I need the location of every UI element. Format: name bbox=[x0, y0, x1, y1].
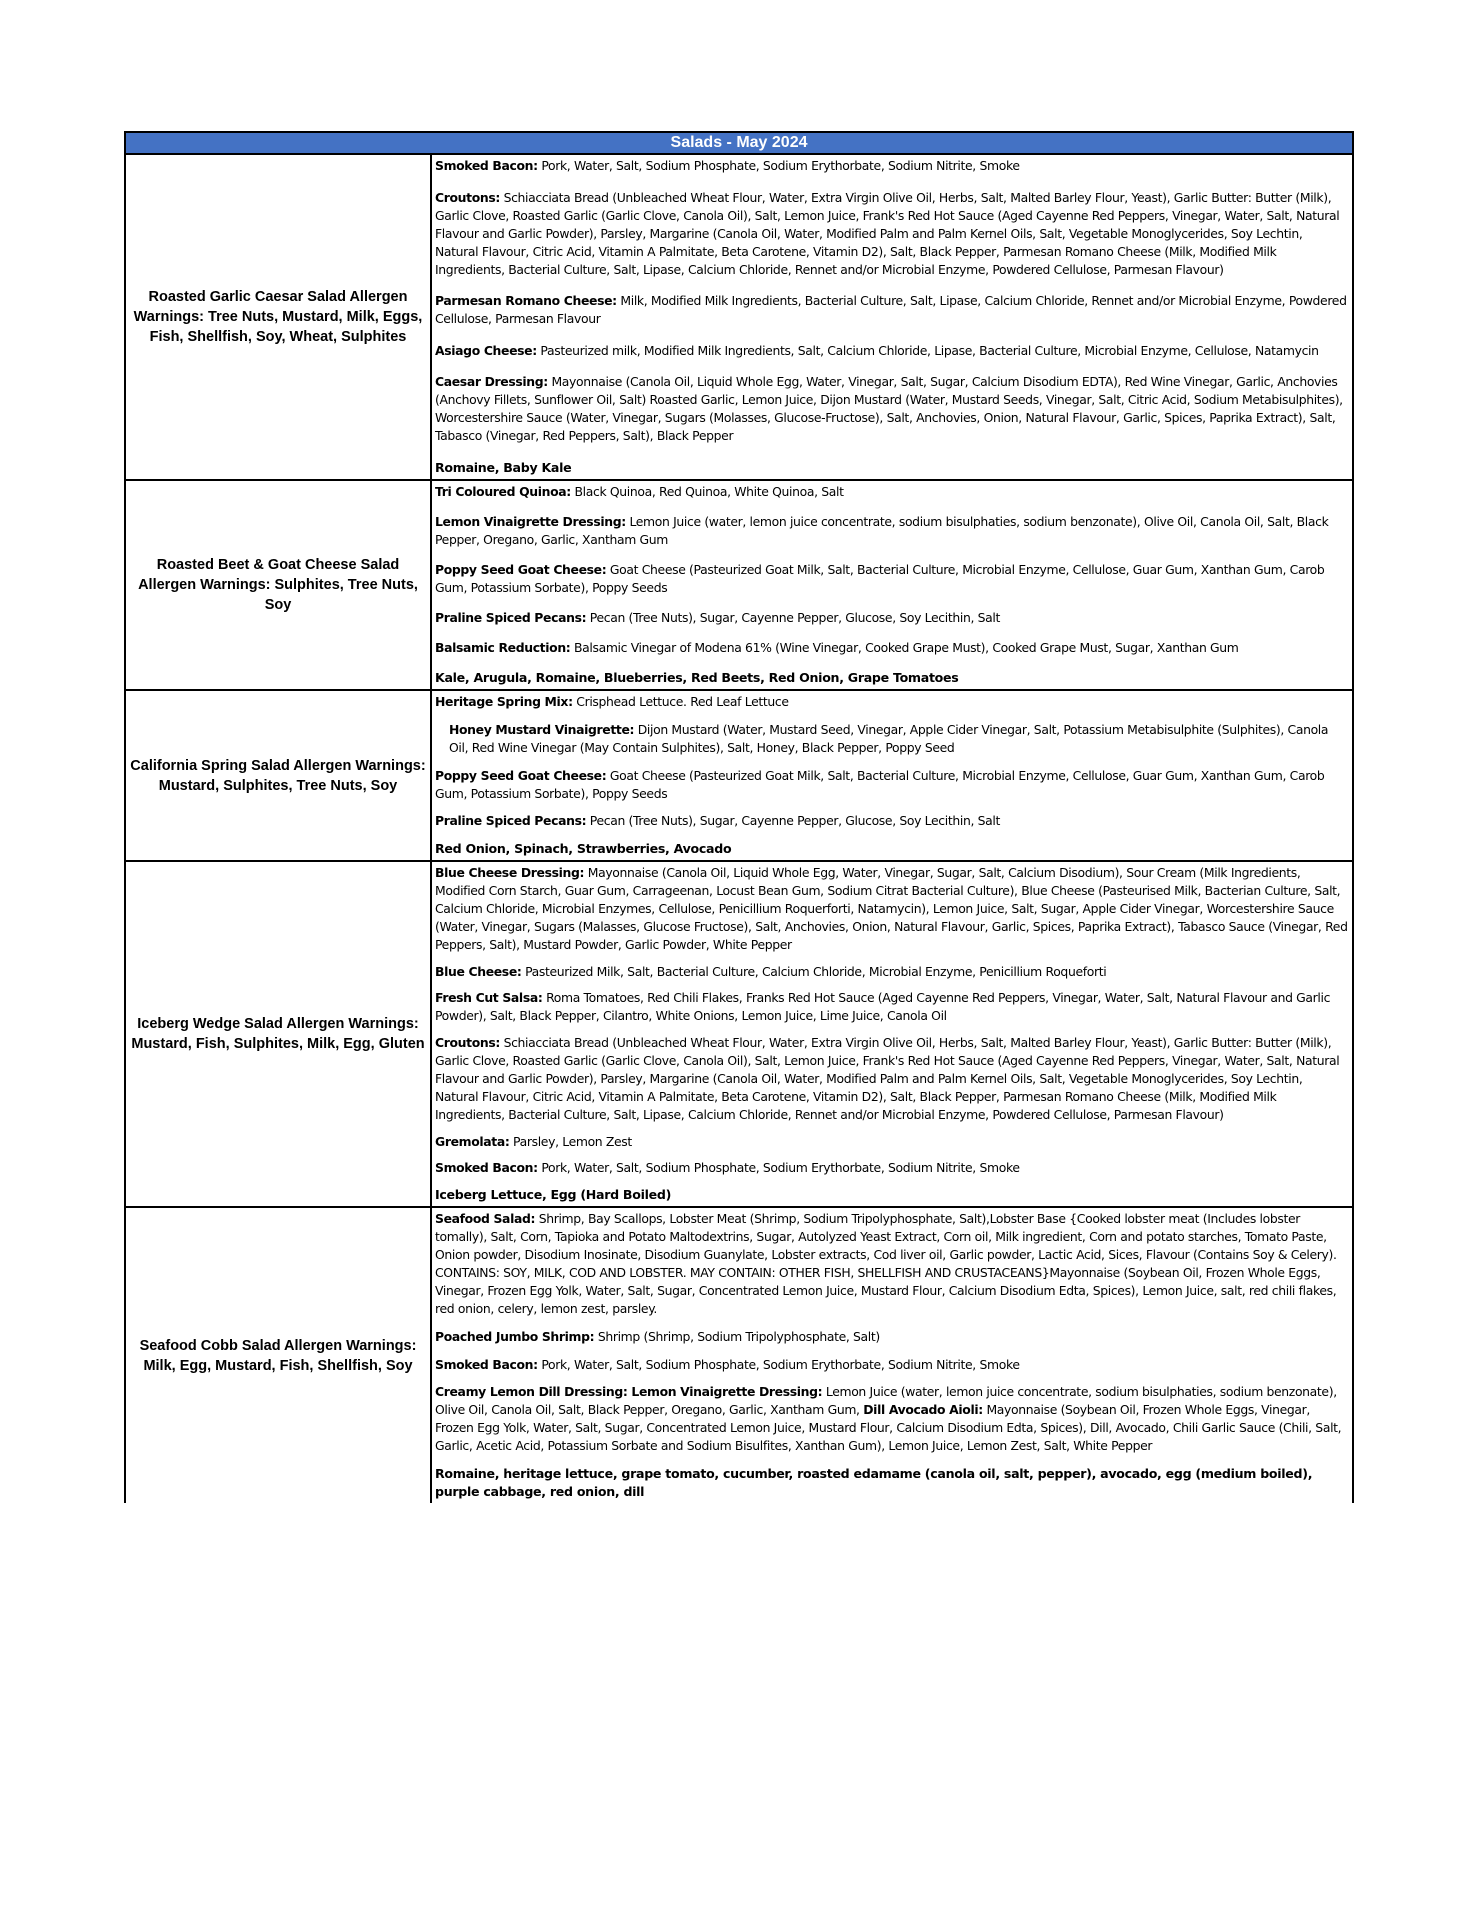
salad-base: Red Onion, Spinach, Strawberries, Avocado bbox=[435, 841, 732, 856]
salad-base: Kale, Arugula, Romaine, Blueberries, Red Beets, Red Onion, Grape Tomatoes bbox=[435, 670, 959, 685]
ingredient bbox=[435, 483, 1349, 501]
salad-row-california bbox=[126, 691, 1352, 862]
ingredient-label: Honey Mustard Vinaigrette: bbox=[449, 721, 635, 737]
salad-name-cell bbox=[126, 481, 432, 689]
ingredient-text: Mayonnaise (Soybean Oil, Frozen Whole Eggs, Vinegar, Frozen Egg Yolk, Water, Salt, Sugar, Concentrated Lemon Juice, Mustard Flour, Calcium Disodium Edta, Spices), Dill, Avocado, Chili Garlic Sauce (Chili, Salt, Garlic, Acetic Acid, Potassium Sorbate and Sodium Bisulfites, Xanthan Gum), Lemon Juice, Lemon Zest, Salt, White Pepper bbox=[435, 1402, 1342, 1454]
ingredient bbox=[435, 864, 1349, 954]
ingredient-text: Crisphead Lettuce. Red Leaf Lettuce bbox=[572, 694, 789, 709]
ingredient-label: Croutons: bbox=[435, 1034, 500, 1050]
ingredient-label: Blue Cheese Dressing: bbox=[435, 865, 585, 880]
ingredient-text: Pork, Water, Salt, Sodium Phosphate, Sodium Erythorbate, Sodium Nitrite, Smoke bbox=[537, 1356, 1020, 1372]
allergen-table bbox=[124, 131, 1354, 1503]
ingredient bbox=[435, 989, 1349, 1025]
salad-name: Seafood Cobb Salad Allergen Warnings: Milk, Egg, Mustard, Fish, Shellfish, Soy bbox=[139, 1337, 417, 1374]
ingredient-label: Lemon Vinaigrette Dressing: bbox=[435, 514, 626, 529]
salad-row-seafood-cobb bbox=[126, 1208, 1352, 1503]
ingredient-label: Smoked Bacon: bbox=[435, 158, 538, 173]
ingredients-cell bbox=[432, 1208, 1352, 1503]
ingredient bbox=[435, 292, 1349, 328]
ingredient-text: Pecan (Tree Nuts), Sugar, Cayenne Pepper, Glucose, Soy Lecithin, Salt bbox=[586, 813, 1000, 829]
ingredient bbox=[435, 609, 1349, 627]
ingredient bbox=[435, 1356, 1349, 1374]
ingredient bbox=[435, 1383, 1349, 1455]
ingredient-text: Goat Cheese (Pasteurized Goat Milk, Salt, Bacterial Culture, Microbial Enzyme, Cellulose, Guar Gum, Xanthan Gum, Carob Gum, Potassium Sorbate), Poppy Seeds bbox=[435, 767, 1325, 801]
ingredient-text: Dijon Mustard (Water, Mustard Seed, Vinegar, Apple Cider Vinegar, Salt, Potassium Metabisulphite (Sulphites), Canola Oil, Red Wine Vinegar (May Contain Sulphites), Salt, Honey, Black Pepper, Poppy Seed bbox=[449, 721, 1329, 755]
ingredient-label: Tri Coloured Quinoa: bbox=[435, 484, 571, 499]
ingredient bbox=[435, 639, 1349, 657]
ingredient-text: Parsley, Lemon Zest bbox=[509, 1133, 632, 1149]
ingredient-label: Seafood Salad: bbox=[435, 1211, 536, 1226]
ingredient-label: Poached Jumbo Shrimp: bbox=[435, 1328, 595, 1344]
ingredient bbox=[435, 373, 1349, 445]
ingredient-label: Smoked Bacon: bbox=[435, 1160, 538, 1176]
ingredient-label: Parmesan Romano Cheese: bbox=[435, 293, 617, 309]
ingredients-cell bbox=[432, 155, 1352, 479]
ingredient bbox=[435, 963, 1349, 981]
ingredient-label: Praline Spiced Pecans: bbox=[435, 813, 587, 829]
ingredient-text: Schiacciata Bread (Unbleached Wheat Flour, Water, Extra Virgin Olive Oil, Herbs, Salt, Malted Barley Flour, Yeast), Garlic Butter: Butter (Milk), Garlic Clove, Roasted Garlic (Garlic Clove, Canola Oil), Salt, Lemon Juice, Frank's Red Hot Sauce (Aged Cayenne Red Peppers, Vinegar, Water, Salt, Natural Flavour and Garlic Powder), Parsley, Margarine (Canola Oil, Water, Modified Palm and Palm Kernel Oils, Salt, Vegetable Monoglycerides, Soy Lechtin, Natural Flavour, Citric Acid, Vitamin A Palmitate, Beta Carotene, Vitamin D2), Salt, Black Pepper, Parmesan Romano Cheese (Milk, Modified Milk Ingredients, Bacterial Culture, Salt, Lipase, Calcium Chloride, Rennet and/or Microbial Enzyme, Powdered Cellulose, Parmesan Flavour) bbox=[435, 1034, 1340, 1122]
ingredient-text: Schiacciata Bread (Unbleached Wheat Flour, Water, Extra Virgin Olive Oil, Herbs, Salt, Malted Barley Flour, Yeast), Garlic Butter: Butter (Milk), Garlic Clove, Roasted Garlic (Garlic Clove, Canola Oil), Salt, Lemon Juice, Frank's Red Hot Sauce (Aged Cayenne Red Peppers, Vinegar, Water, Salt, Natural Flavour and Garlic Powder), Parsley, Margarine (Canola Oil, Water, Modified Palm and Palm Kernel Oils, Salt, Vegetable Monoglycerides, Soy Lechtin, Natural Flavour, Citric Acid, Vitamin A Palmitate, Beta Carotene, Vitamin D2), Salt, Black Pepper, Parmesan Romano Cheese (Milk, Modified Milk Ingredients, Bacterial Culture, Salt, Lipase, Calcium Chloride, Rennet and/or Microbial Enzyme, Powdered Cellulose, Parmesan Flavour) bbox=[435, 189, 1340, 277]
ingredient bbox=[435, 561, 1349, 597]
ingredient-label: Asiago Cheese: bbox=[435, 342, 537, 358]
ingredient-text: Goat Cheese (Pasteurized Goat Milk, Salt, Bacterial Culture, Microbial Enzyme, Cellulose, Guar Gum, Xanthan Gum, Carob Gum, Potassium Sorbate), Poppy Seeds bbox=[435, 562, 1325, 595]
ingredient-label: Poppy Seed Goat Cheese: bbox=[435, 767, 607, 783]
ingredient bbox=[435, 1159, 1349, 1177]
salad-base: Romaine, Baby Kale bbox=[435, 459, 572, 475]
salad-name-cell bbox=[126, 1208, 432, 1503]
salad-name: Roasted Beet & Goat Cheese Salad Allergen Warnings: Sulphites, Tree Nuts, Soy bbox=[138, 557, 418, 613]
ingredient bbox=[435, 767, 1349, 803]
ingredient bbox=[435, 693, 1349, 711]
ingredient bbox=[435, 1210, 1349, 1318]
salad-base: Iceberg Lettuce, Egg (Hard Boiled) bbox=[435, 1186, 672, 1202]
ingredient-text: Roma Tomatoes, Red Chili Flakes, Franks Red Hot Sauce (Aged Cayenne Red Peppers, Vinegar, Water, Salt, Natural Flavour and Garlic Powder), Salt, Black Pepper, Cilantro, White Onions, Lemon Juice, Lime Juice, Canola Oil bbox=[435, 990, 1331, 1024]
ingredient-text: Lemon Juice (water, lemon juice concentrate, sodium bisulphaties, sodium benzonate), Olive Oil, Canola Oil, Salt, Black Pepper, Oregano, Garlic, Xantham Gum bbox=[435, 514, 1329, 547]
ingredient-label: Caesar Dressing: bbox=[435, 374, 548, 390]
ingredient-text: Pasteurized Milk, Salt, Bacterial Culture, Calcium Chloride, Microbial Enzyme, Penicillium Roqueforti bbox=[521, 963, 1107, 979]
ingredient bbox=[435, 513, 1349, 549]
ingredients-cell bbox=[432, 481, 1352, 689]
ingredient-text: Pork, Water, Salt, Sodium Phosphate, Sodium Erythorbate, Sodium Nitrite, Smoke bbox=[537, 1160, 1020, 1176]
ingredients-cell bbox=[432, 691, 1352, 860]
ingredient-text: Mayonnaise (Canola Oil, Liquid Whole Egg, Water, Vinegar, Sugar, Salt, Calcium Disodium), Sour Cream (Milk Ingredients, Modified Corn Starch, Guar Gum, Carrageenan, Locust Bean Gum, Sodium Citrat Bacterial Culture), Blue Cheese (Pasteurised Milk, Bacterian Culture, Salt, Calcium Chloride, Microbial Enzymes, Cellulose, Penicillium Roquerforti, Natamycin), Lemon Juice, Salt, Sugar, Apple Cider Vinegar, Worcestershire Sauce (Water, Vinegar, Sugars (Malasses, Glucose Fructose), Salt, Anchovies, Onion, Natural Flavour, Garlic, Spices, Paprika Extract), Tabasco Sauce (Vinegar, Red Peppers, Salt), Mustard Powder, Garlic Powder, White Pepper bbox=[435, 865, 1348, 952]
ingredient-text: Lemon Juice (water, lemon juice concentrate, sodium bisulphaties, sodium benzonate), Olive Oil, Canola Oil, Salt, Black Pepper, Oregano, Garlic, Xantham Gum, bbox=[435, 1384, 1337, 1418]
salad-name-cell bbox=[126, 155, 432, 479]
ingredient bbox=[435, 721, 1349, 757]
salad-name-cell bbox=[126, 691, 432, 860]
ingredient bbox=[435, 1034, 1349, 1124]
salad-name: California Spring Salad Allergen Warnings: Mustard, Sulphites, Tree Nuts, Soy bbox=[130, 757, 426, 794]
salad-name: Iceberg Wedge Salad Allergen Warnings: Mustard, Fish, Sulphites, Milk, Egg, Gluten bbox=[131, 1016, 425, 1052]
salad-row-iceberg bbox=[126, 862, 1352, 1208]
salad-name: Roasted Garlic Caesar Salad Allergen Warnings: Tree Nuts, Mustard, Milk, Eggs, Fish, Shellfish, Soy, Wheat, Sulphites bbox=[133, 289, 423, 345]
ingredient-label: Blue Cheese: bbox=[435, 963, 522, 979]
ingredient-label: Dill Avocado Aioli: bbox=[863, 1402, 983, 1418]
table-title: Salads - May 2024 bbox=[126, 133, 1352, 155]
ingredient-text: Black Quinoa, Red Quinoa, White Quinoa, Salt bbox=[570, 484, 844, 499]
ingredient-text: Balsamic Vinegar of Modena 61% (Wine Vinegar, Cooked Grape Must), Cooked Grape Must, Sugar, Xanthan Gum bbox=[570, 640, 1239, 655]
ingredient-label: Heritage Spring Mix: bbox=[435, 694, 573, 709]
ingredient-text: Mayonnaise (Canola Oil, Liquid Whole Egg, Water, Vinegar, Salt, Sugar, Calcium Disodium EDTA), Red Wine Vinegar, Garlic, Anchovies (Anchovy Fillets, Sunflower Oil, Salt) Roasted Garlic, Lemon Juice, Dijon Mustard (Water, Mustard Seeds, Vinegar, Salt, Citric Acid, Sodium Metabisulphites), Worcestershire Sauce (Water, Vinegar, Sugars (Molasses, Glucose-Fructose), Salt, Anchovies, Onion, Natural Flavour, Garlic, Spices, Paprika Extract), Salt, Tabasco (Vinegar, Red Peppers, Salt), Black Pepper bbox=[435, 374, 1343, 444]
ingredient-label: Fresh Cut Salsa: bbox=[435, 990, 543, 1006]
ingredient bbox=[435, 157, 1349, 175]
ingredient bbox=[435, 1328, 1349, 1346]
ingredient-label: Balsamic Reduction: bbox=[435, 640, 571, 655]
salad-row-caesar bbox=[126, 155, 1352, 481]
salad-base: Romaine, heritage lettuce, grape tomato, cucumber, roasted edamame (canola oil, salt, pepper), avocado, egg (medium boiled), purple cabbage, red onion, dill bbox=[435, 1466, 1313, 1499]
ingredient bbox=[435, 812, 1349, 830]
ingredient bbox=[435, 1133, 1349, 1151]
ingredient-text: Pork, Water, Salt, Sodium Phosphate, Sodium Erythorbate, Sodium Nitrite, Smoke bbox=[537, 158, 1020, 173]
ingredient-text: Pasteurized milk, Modified Milk Ingredients, Salt, Calcium Chloride, Lipase, Bacterial Culture, Microbial Enzyme, Cellulose, Natamycin bbox=[536, 342, 1319, 358]
ingredient-text: Pecan (Tree Nuts), Sugar, Cayenne Pepper, Glucose, Soy Lecithin, Salt bbox=[586, 610, 1000, 625]
ingredient-text: Milk, Modified Milk Ingredients, Bacterial Culture, Salt, Lipase, Calcium Chloride, Rennet and/or Microbial Enzyme, Powdered Cellulose, Parmesan Flavour bbox=[435, 293, 1347, 327]
ingredient-text: Shrimp (Shrimp, Sodium Tripolyphosphate, Salt) bbox=[594, 1328, 880, 1344]
ingredient-text: Shrimp, Bay Scallops, Lobster Meat (Shrimp, Sodium Tripolyphosphate, Salt),Lobster Base {Cooked lobster meat (Includes lobster tomally), Salt, Corn, Tapioka and Potato Maltodextrins, Sugar, Autolyzed Yeast Extract, Corn oil, Milk ingredient, Corn and potato starches, Tomato Paste, Onion powder, Disodium Inosinate, Disodium Guanylate, Lobster extracts, Cod liver oil, Garlic powder, Lactic Acid, Sices, Flavour (Contains Soy & Celery). CONTAINS: SOY, MILK, COD AND LOBSTER. MAY CONTAIN: OTHER FISH, SHELLFISH AND CRUSTACEANS}Mayonnaise (Soybean Oil, Frozen Whole Eggs, Vinegar, Frozen Egg Yolk, Water, Salt, Sugar, Concentrated Lemon Juice, Mustard Flour, Calcium Disodium Edta, Spices), Lemon Juice, salt, red chili flakes, red onion, celery, lemon zest, parsley. bbox=[435, 1211, 1337, 1316]
ingredient-label: Creamy Lemon Dill Dressing: Lemon Vinaigrette Dressing: bbox=[435, 1384, 823, 1400]
salad-name-cell bbox=[126, 862, 432, 1206]
ingredient-label: Praline Spiced Pecans: bbox=[435, 610, 587, 625]
salad-row-beet bbox=[126, 481, 1352, 691]
ingredients-cell bbox=[432, 862, 1352, 1206]
ingredient bbox=[435, 189, 1349, 279]
ingredient bbox=[435, 342, 1349, 360]
ingredient-label: Croutons: bbox=[435, 189, 500, 205]
ingredient-label: Gremolata: bbox=[435, 1133, 510, 1149]
ingredient-label: Poppy Seed Goat Cheese: bbox=[435, 562, 607, 577]
ingredient-label: Smoked Bacon: bbox=[435, 1356, 538, 1372]
